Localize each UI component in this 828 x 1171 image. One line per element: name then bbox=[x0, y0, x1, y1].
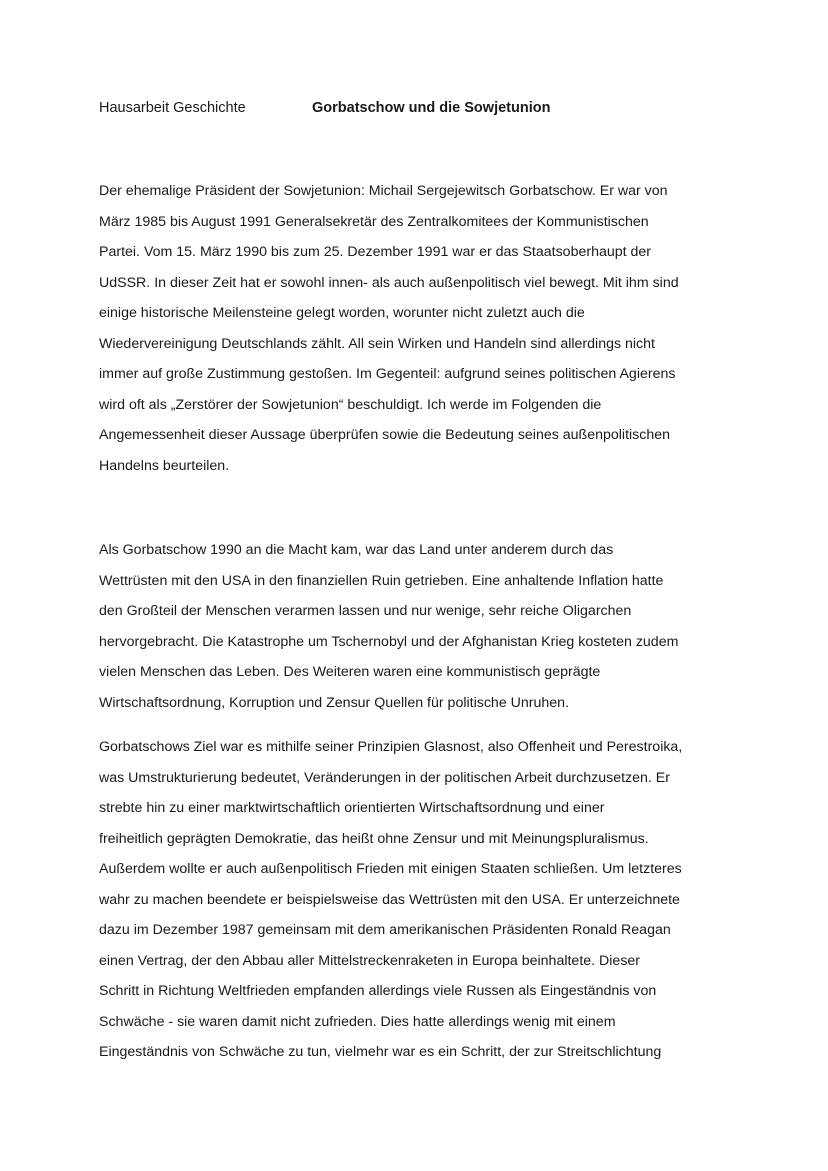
text-line: Der ehemalige Präsident der Sowjetunion: Michail Sergejewitsch Gorbatschow. Er war von bbox=[99, 183, 668, 199]
text-line: März 1985 bis August 1991 Generalsekretär des Zentralkomitees der Kommunistischen bbox=[99, 213, 649, 230]
text-line: freiheitlich geprägten Demokratie, das heißt ohne Zensur und mit Meinungspluralismus. bbox=[99, 830, 649, 847]
document-title: Gorbatschow und die Sowjetunion bbox=[312, 100, 551, 116]
text-line: vielen Menschen das Leben. Des Weiteren waren eine kommunistisch geprägte bbox=[99, 664, 601, 680]
text-line: strebte hin zu einer marktwirtschaftlich orientierten Wirtschaftsordnung und einer bbox=[99, 800, 605, 816]
text-line: Schwäche - sie waren damit nicht zufrieden. Dies hatte allerdings wenig mit einem bbox=[99, 1013, 616, 1030]
text-line: UdSSR. In dieser Zeit hat er sowohl innen- als auch außenpolitisch viel bewegt. Mit ihm sind bbox=[99, 274, 679, 291]
text-line: Wiedervereinigung Deutschlands zählt. All sein Wirken und Handeln sind allerdings nicht bbox=[99, 335, 655, 352]
text-line: wahr zu machen beendete er beispielsweise das Wettrüsten mit den USA. Er unterzeichnete bbox=[99, 891, 680, 908]
text-line: Eingeständnis von Schwäche zu tun, vielmehr war es ein Schritt, der zur Streitschlichtung bbox=[99, 1044, 662, 1060]
text-line: was Umstrukturierung bedeutet, Veränderungen in der politischen Arbeit durchzusetzen. Er bbox=[99, 769, 670, 786]
text-line: den Großteil der Menschen verarmen lassen und nur wenige, sehr reiche Oligarchen bbox=[99, 603, 632, 619]
paragraph-intro bbox=[99, 176, 679, 481]
text-line: Wettrüsten mit den USA in den finanziellen Ruin getrieben. Eine anhaltende Inflation hatte bbox=[99, 572, 664, 589]
text-line: Außerdem wollte er auch außenpolitisch Frieden mit einigen Staaten schließen. Um letzteres bbox=[99, 861, 682, 877]
text-line: Angemessenheit dieser Aussage überprüfen sowie die Bedeutung seines außenpolitischen bbox=[99, 427, 671, 443]
text-line: Handelns beurteilen. bbox=[99, 457, 230, 474]
text-line: einen Vertrag, der den Abbau aller Mittelstreckenraketen in Europa beinhaltete. Dieser bbox=[99, 952, 641, 969]
text-line: einige historische Meilensteine gelegt worden, worunter nicht zuletzt auch die bbox=[99, 305, 585, 321]
paragraph-goals bbox=[99, 732, 682, 1068]
text-line: Als Gorbatschow 1990 an die Macht kam, war das Land unter anderem durch das bbox=[99, 542, 614, 558]
text-line: immer auf große Zustimmung gestoßen. Im Gegenteil: aufgrund seines politischen Agierens bbox=[99, 366, 676, 382]
text-line: Gorbatschows Ziel war es mithilfe seiner Prinzipien Glasnost, also Offenheit und Perestroika, bbox=[99, 739, 683, 755]
paragraph-background bbox=[99, 535, 678, 718]
text-line: Schritt in Richtung Weltfrieden empfanden allerdings viele Russen als Eingeständnis von bbox=[99, 983, 657, 999]
text-line: hervorgebracht. Die Katastrophe um Tschernobyl und der Afghanistan Krieg kosteten zudem bbox=[99, 633, 679, 650]
text-line: Wirtschaftsordnung, Korruption und Zensur Quellen für politische Unruhen. bbox=[99, 694, 570, 711]
text-line: wird oft als „Zerstörer der Sowjetunion“ beschuldigt. Ich werde im Folgenden die bbox=[99, 396, 602, 413]
text-line: dazu im Dezember 1987 gemeinsam mit dem amerikanischen Präsidenten Ronald Reagan bbox=[99, 922, 671, 938]
document-subject: Hausarbeit Geschichte bbox=[99, 100, 246, 116]
text-line: Partei. Vom 15. März 1990 bis zum 25. Dezember 1991 war er das Staatsoberhaupt der bbox=[99, 244, 652, 260]
